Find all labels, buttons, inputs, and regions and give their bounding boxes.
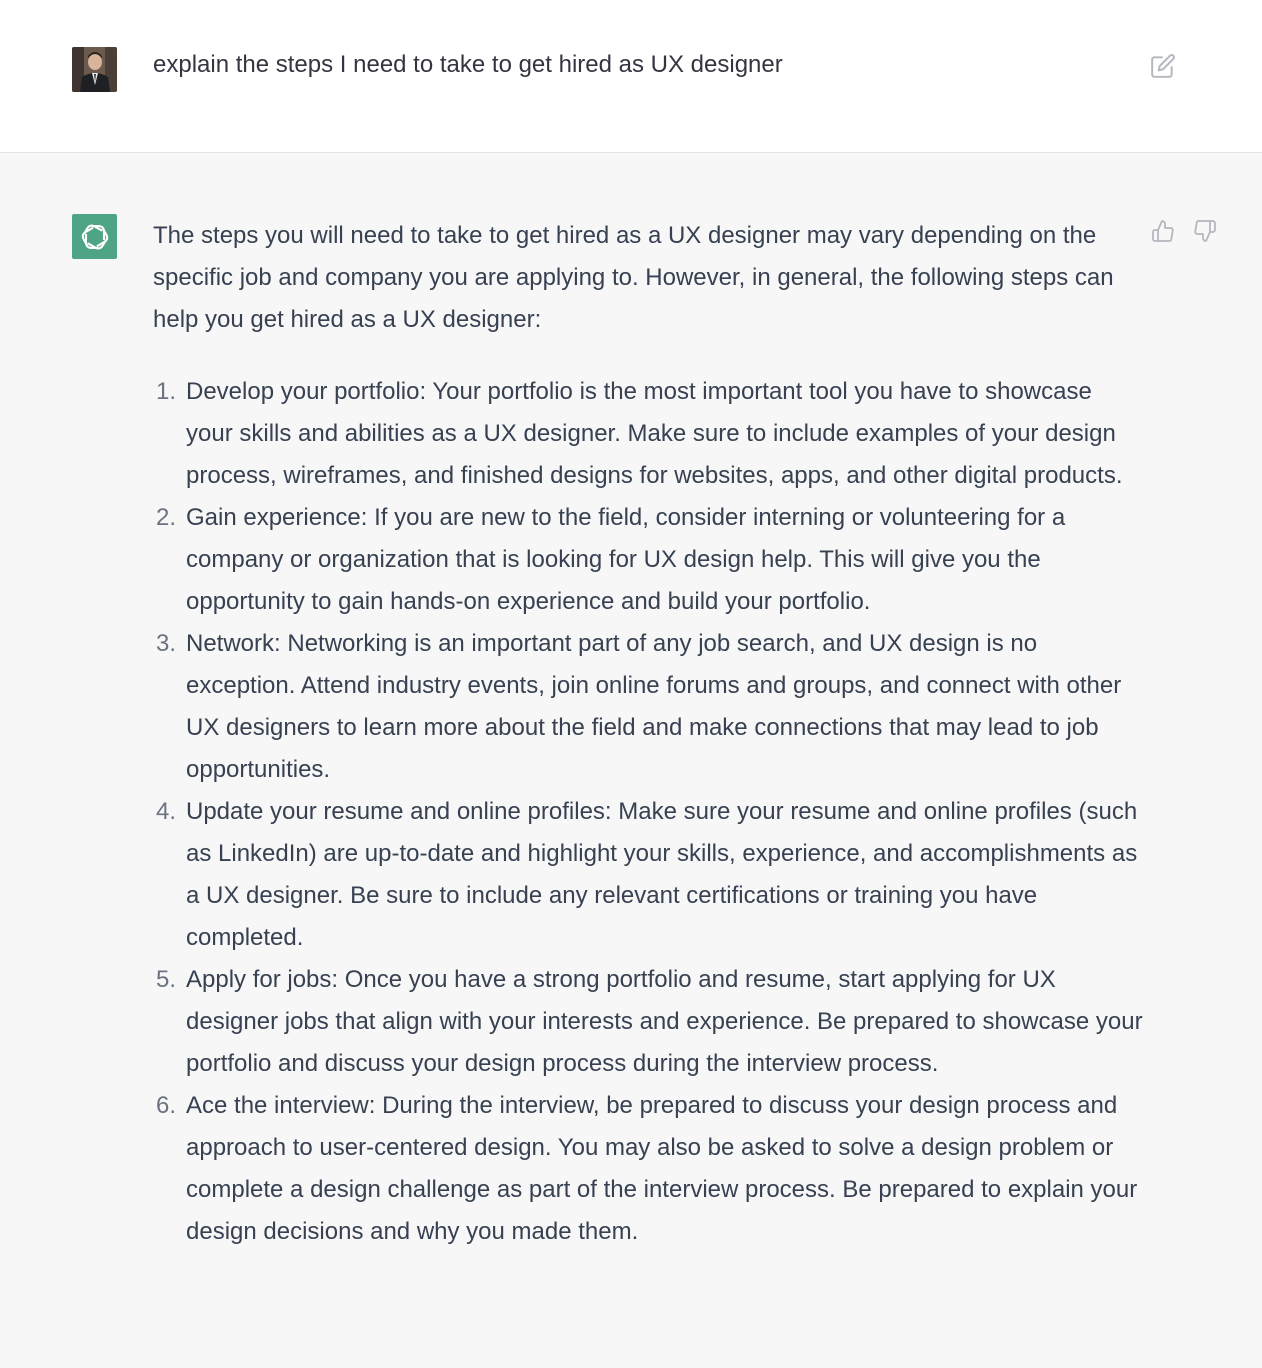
- thumbs-up-icon: [1151, 219, 1175, 243]
- user-message-row: [0, 0, 1262, 153]
- list-item-text: Apply for jobs: Once you have a strong portfolio and resume, start applying for UX designer jobs that align with your interests and experience. Be prepared to showcase your portfolio and discuss your design process during the interview process.: [186, 966, 1143, 1077]
- list-item: [153, 497, 1143, 623]
- user-avatar: [72, 47, 117, 92]
- list-item: [153, 371, 1143, 497]
- list-item: [153, 1085, 1143, 1253]
- list-item-text: Update your resume and online profiles: Make sure your resume and online profiles (such as LinkedIn) are up-to-date and highlight your skills, experience, and accomplishments as a UX designer. Be sure to include any relevant certifications or training you have completed.: [186, 798, 1138, 951]
- assistant-avatar: [72, 214, 117, 259]
- list-number: 3.: [155, 630, 176, 657]
- list-item: [153, 623, 1143, 791]
- thumbs-down-button[interactable]: [1192, 218, 1218, 244]
- answer-intro: The steps you will need to take to get hired as a UX designer may vary depending on the specific job and company you are applying to. However, in general, the following steps can help you get hired as a UX designer:: [153, 222, 1114, 333]
- list-number: 4.: [155, 798, 176, 825]
- list-number: 6.: [155, 1092, 176, 1119]
- list-number: 1.: [155, 378, 176, 405]
- edit-icon[interactable]: [1150, 53, 1176, 79]
- list-item: [153, 791, 1143, 959]
- list-item-text: Develop your portfolio: Your portfolio is the most important tool you have to showcase your skills and abilities as a UX designer. Make sure to include examples of your design process, wireframes, and finished designs for websites, apps, and other digital products.: [186, 378, 1123, 489]
- openai-logo-icon: [79, 221, 111, 253]
- list-number: 2.: [155, 504, 176, 531]
- list-item: [153, 959, 1143, 1085]
- list-item-text: Network: Networking is an important part of any job search, and UX design is no exception. Attend industry events, join online forums and groups, and connect with other UX designers to learn more about the field and make connections that may lead to job opportunities.: [186, 630, 1122, 783]
- list-item-text: Ace the interview: During the interview, be prepared to discuss your design process and approach to user-centered design. You may also be asked to solve a design problem or complete a design challenge as part of the interview process. Be prepared to explain your design decisions and why you made them.: [186, 1092, 1138, 1245]
- thumbs-down-icon: [1193, 219, 1217, 243]
- steps-list: [153, 371, 1143, 1253]
- assistant-message-text: [153, 215, 1143, 1253]
- list-number: 5.: [155, 966, 176, 993]
- user-message-text: explain the steps I need to take to get hired as UX designer: [153, 51, 783, 78]
- thumbs-up-button[interactable]: [1150, 218, 1176, 244]
- list-item-text: Gain experience: If you are new to the field, consider interning or volunteering for a company or organization that is looking for UX design help. This will give you the opportunity to gain hands-on experience and build your portfolio.: [186, 504, 1066, 615]
- assistant-message-row: [0, 154, 1262, 1368]
